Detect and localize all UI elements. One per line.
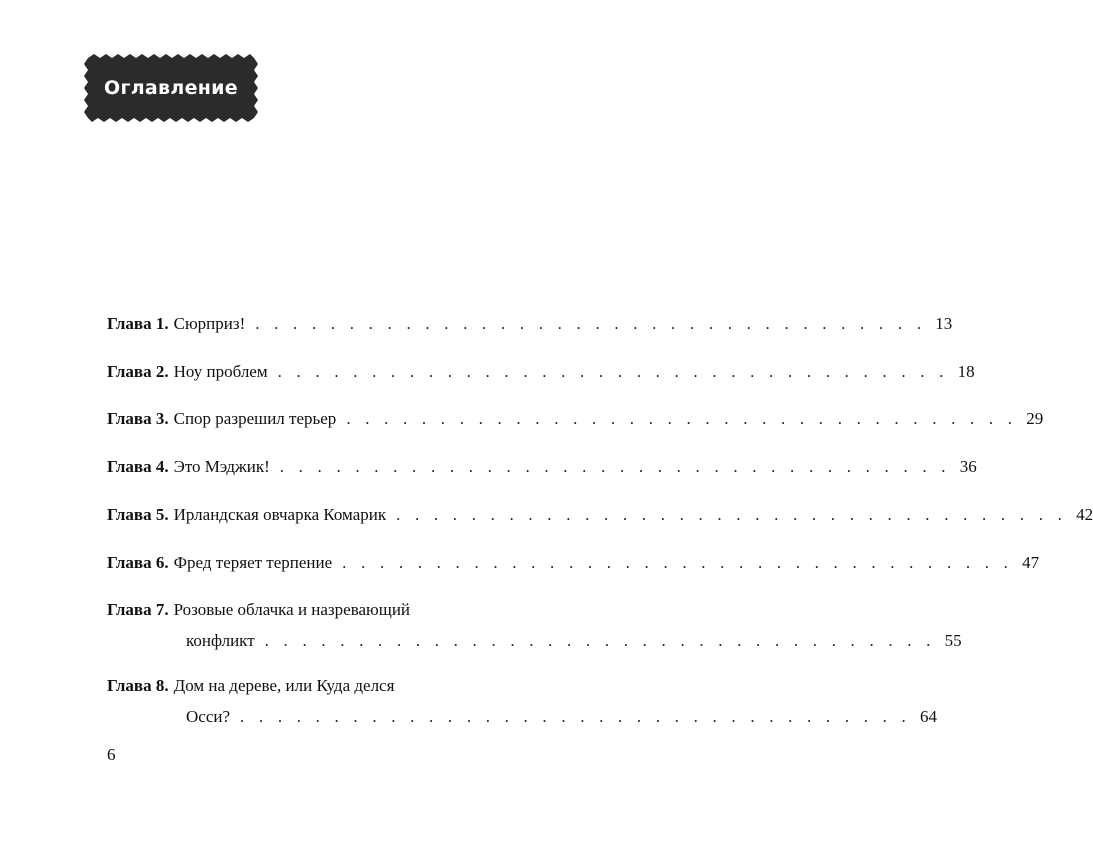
toc-entry[interactable] <box>107 499 1093 530</box>
chapter-title: Розовые облачка и назревающий <box>173 600 411 619</box>
chapter-label: Глава 3. <box>107 409 169 428</box>
dot-leader: . . . . . . . . . . . . . . . . . . . . . . . . . . . . . . . . . . . . <box>240 707 911 726</box>
chapter-page-number: 29 <box>1026 409 1044 428</box>
contents-heading: Оглавление <box>104 77 238 99</box>
chapter-title-continuation: Осси? <box>186 707 231 726</box>
chapter-title: Спор разрешил терьер <box>173 409 337 428</box>
chapter-label: Глава 5. <box>107 505 169 524</box>
toc-entry[interactable] <box>107 308 953 339</box>
dot-leader: . . . . . . . . . . . . . . . . . . . . . . . . . . . . . . . . . . . . <box>255 314 927 333</box>
dot-leader: . . . . . . . . . . . . . . . . . . . . . . . . . . . . . . . . . . . . <box>396 505 1068 524</box>
dot-leader: . . . . . . . . . . . . . . . . . . . . . . . . . . . . . . . . . . . . <box>277 362 949 381</box>
page-number: 6 <box>107 745 116 764</box>
chapter-title: Фред теряет терпение <box>173 553 333 572</box>
contents-heading-stamp <box>82 52 260 124</box>
chapter-label: Глава 2. <box>107 362 169 381</box>
chapter-page-number: 47 <box>1022 553 1040 572</box>
toc-entry[interactable] <box>107 451 977 482</box>
dot-leader: . . . . . . . . . . . . . . . . . . . . . . . . . . . . . . . . . . . . <box>279 457 951 476</box>
chapter-page-number: 36 <box>959 457 977 476</box>
chapter-page-number: 55 <box>944 631 962 650</box>
chapter-page-number: 18 <box>957 362 975 381</box>
chapter-label: Глава 6. <box>107 553 169 572</box>
toc-entry[interactable] <box>107 356 975 387</box>
chapter-page-number: 64 <box>919 707 937 726</box>
toc-entry[interactable] <box>107 670 937 732</box>
chapter-label: Глава 1. <box>107 314 169 333</box>
table-of-contents <box>107 308 1093 732</box>
chapter-title-continuation: конфликт <box>186 631 255 650</box>
toc-entry[interactable] <box>107 594 962 656</box>
chapter-label: Глава 4. <box>107 457 169 476</box>
chapter-title: Сюрприз! <box>173 314 246 333</box>
dot-leader: . . . . . . . . . . . . . . . . . . . . . . . . . . . . . . . . . . . . <box>342 553 1014 572</box>
dot-leader: . . . . . . . . . . . . . . . . . . . . . . . . . . . . . . . . . . . . <box>346 409 1018 428</box>
chapter-title: Дом на дереве, или Куда делся <box>173 676 395 695</box>
chapter-title: Ноу проблем <box>173 362 268 381</box>
chapter-title: Ирландская овчарка Комарик <box>173 505 387 524</box>
chapter-title: Это Мэджик! <box>173 457 270 476</box>
toc-entry[interactable] <box>107 547 1040 578</box>
chapter-page-number: 13 <box>935 314 953 333</box>
toc-entry[interactable] <box>107 403 1044 434</box>
dot-leader: . . . . . . . . . . . . . . . . . . . . . . . . . . . . . . . . . . . . <box>264 631 936 650</box>
chapter-label: Глава 7. <box>107 600 169 619</box>
chapter-page-number: 42 <box>1076 505 1093 524</box>
chapter-label: Глава 8. <box>107 676 169 695</box>
